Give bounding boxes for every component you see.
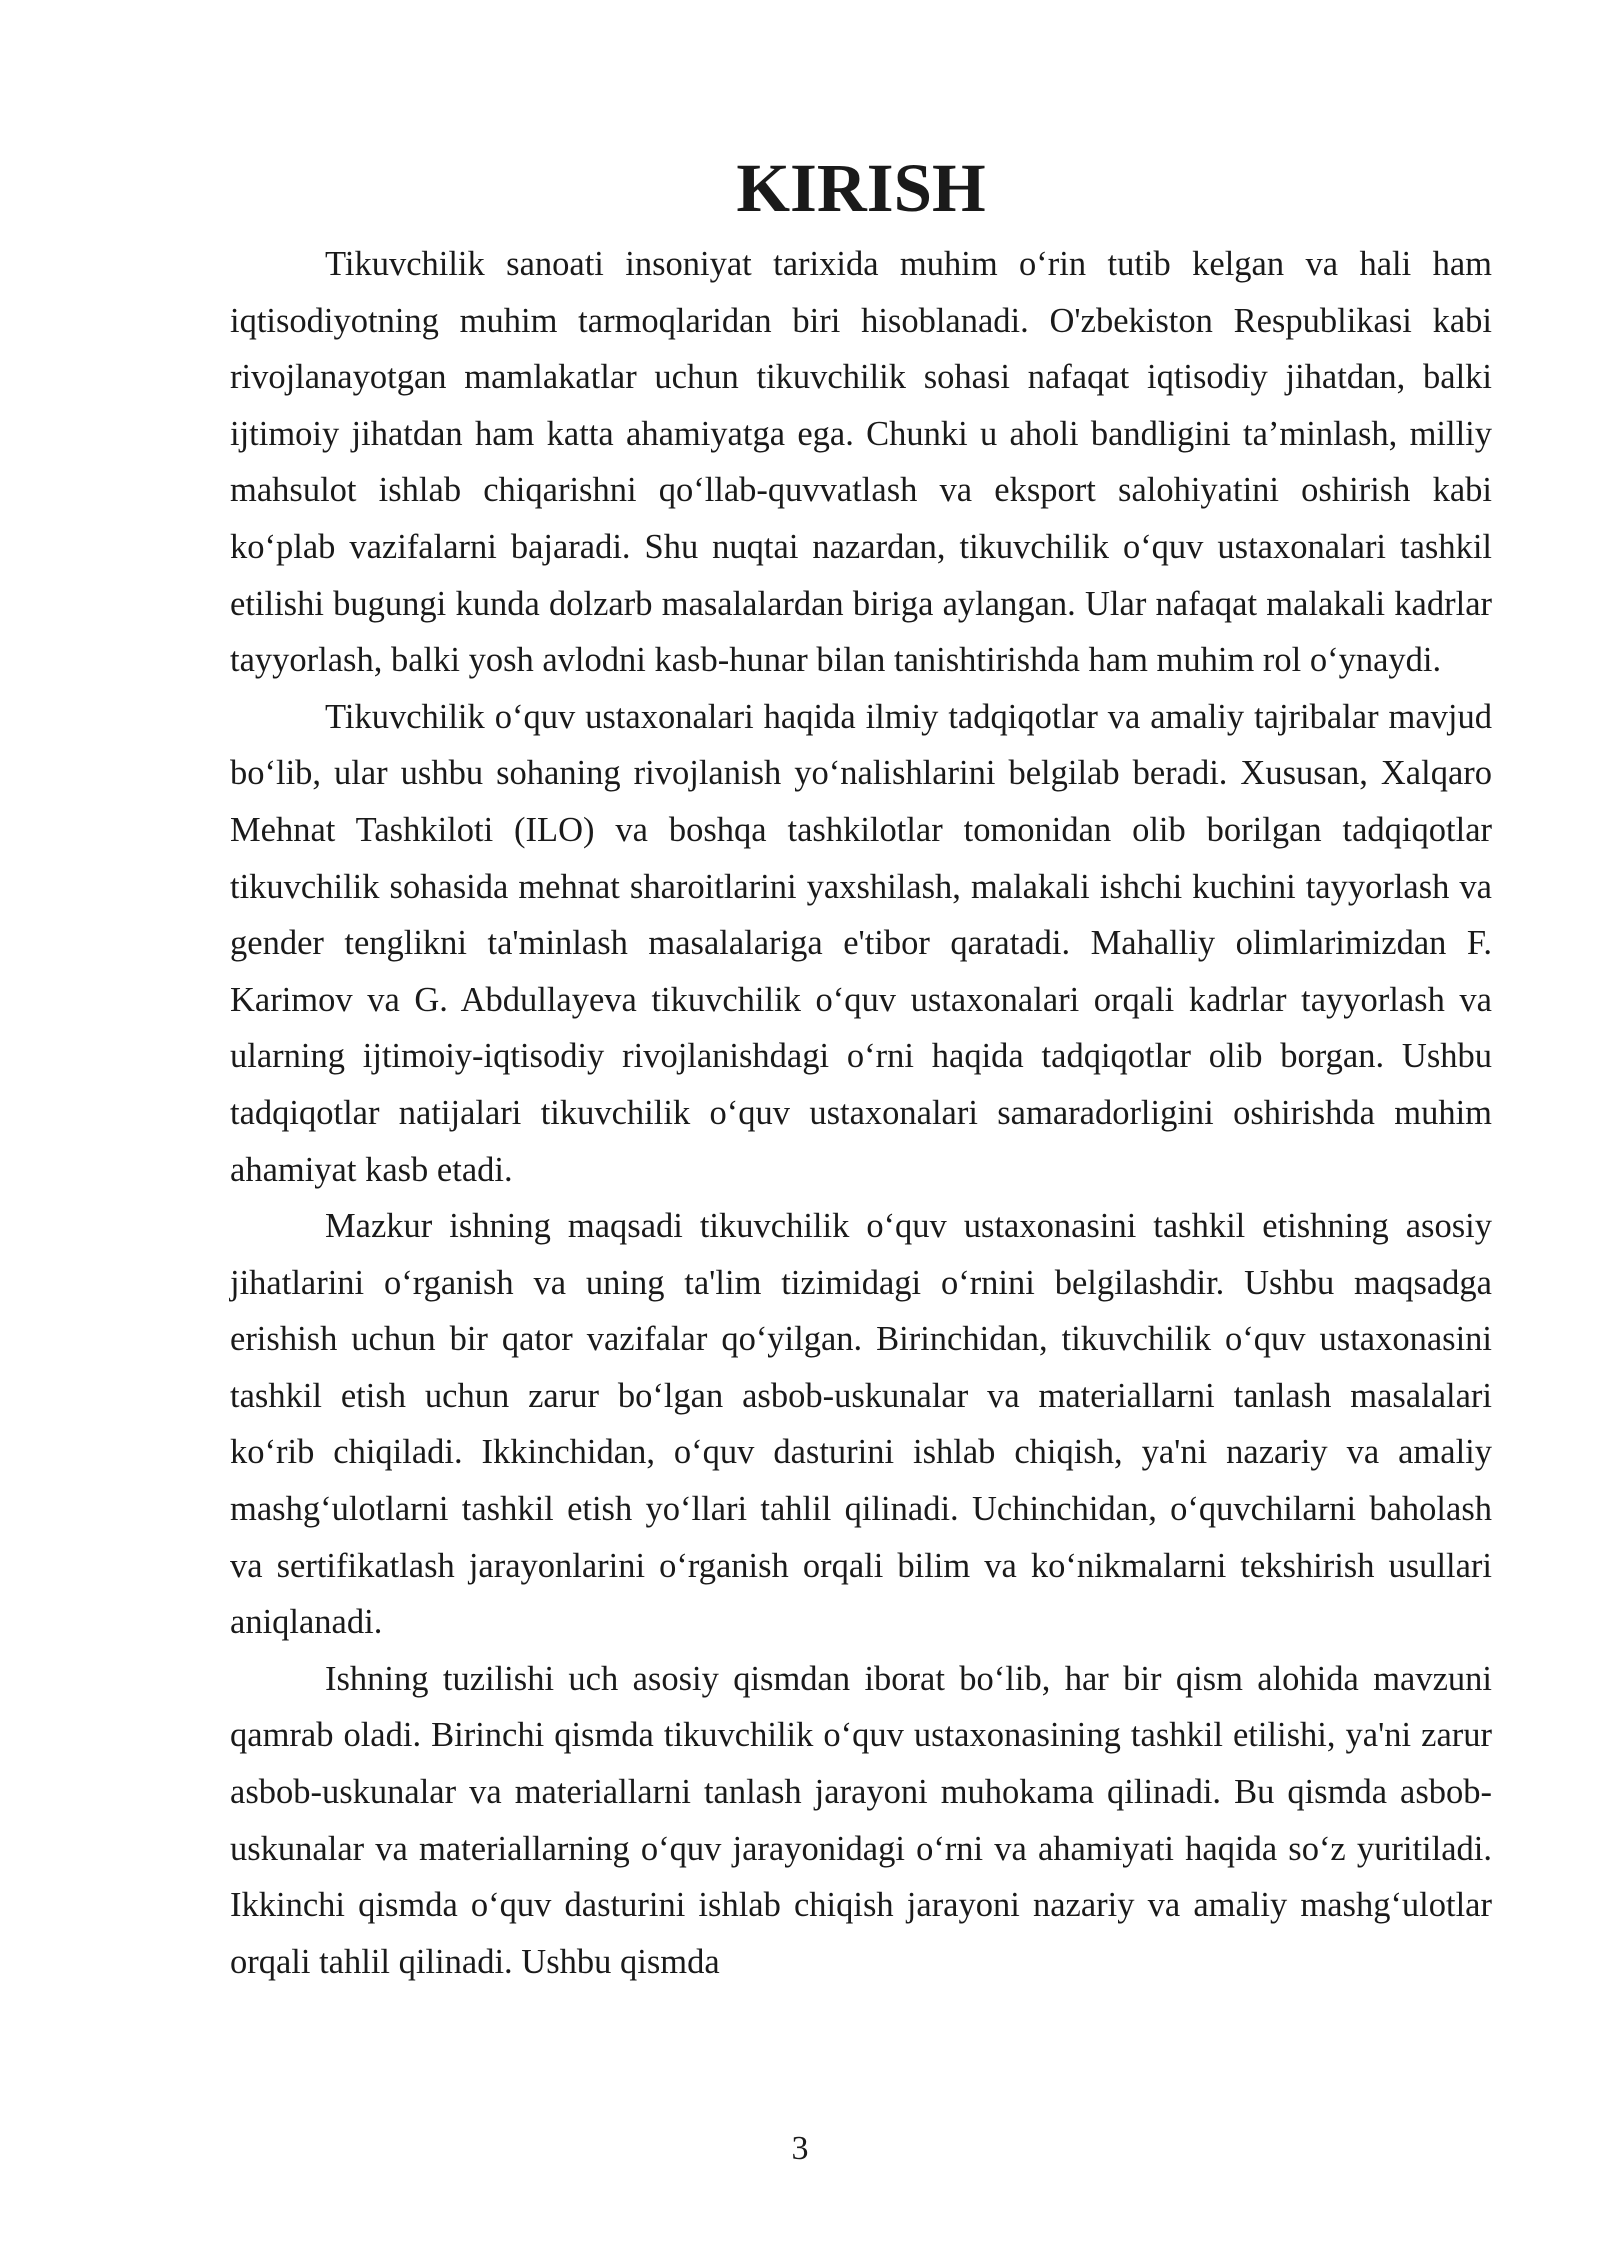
paragraph-research: Tikuvchilik o‘quv ustaxonalari haqida ilmiy tadqiqotlar va amaliy tajribalar mavjud bo‘lib, ular ushbu sohaning rivojlanish yo‘nalishlarini belgilab beradi. Xususan, Xalqaro Mehnat Tashkiloti (ILO) va boshqa tashkilotlar tomonidan olib borilgan tadqiqotlar tikuvchilik sohasida mehnat sharoitlarini yaxshilash, malakali ishchi kuchini tayyorlash va gender tenglikni ta'minlash masalalariga e'tibor qaratadi. Mahalliy olimlarimizdan F. Karimov va G. Abdullayeva tikuvchilik o‘quv ustaxonalari orqali kadrlar tayyorlash va ularning ijtimoiy-iqtisodiy rivojlanishdagi o‘rni haqida tadqiqotlar olib borgan. Ushbu tadqiqotlar natijalari tikuvchilik o‘quv ustaxonalari samaradorligini oshirishda muhim ahamiyat kasb etadi. xyxy=(230,697,1492,1189)
paragraph-goals: Mazkur ishning maqsadi tikuvchilik o‘quv ustaxonasini tashkil etishning asosiy jihatlarini o‘rganish va uning ta'lim tizimidagi o‘rnini belgilashdir. Ushbu maqsadga erishish uchun bir qator vazifalar qo‘yilgan. Birinchidan, tikuvchilik o‘quv ustaxonasini tashkil etish uchun zarur bo‘lgan asbob-uskunalar va materiallarni tanlash masalalari ko‘rib chiqiladi. Ikkinchidan, o‘quv dasturini ishlab chiqish, ya'ni nazariy va amaliy mashg‘ulotlarni tashkil etish yo‘llari tahlil qilinadi. Uchinchidan, o‘quvchilarni baholash va sertifikatlash jarayonlarini o‘rganish orqali bilim va ko‘nikmalarni tekshirish usullari aniqlanadi. xyxy=(230,1207,1492,1642)
page-number: 3 xyxy=(791,2130,809,2167)
section-title: KIRISH xyxy=(736,150,986,226)
page-content xyxy=(230,150,1492,1990)
paragraph-intro: Tikuvchilik sanoati insoniyat tarixida muhim o‘rin tutib kelgan va hali ham iqtisodiyotning muhim tarmoqlaridan biri hisoblanadi. O'zbekiston Respublikasi kabi rivojlanayotgan mamlakatlar uchun tikuvchilik sohasi nafaqat iqtisodiy jihatdan, balki ijtimoiy jihatdan ham katta ahamiyatga ega. Chunki u aholi bandligini ta’minlash, milliy mahsulot ishlab chiqarishni qo‘llab-quvvatlash va eksport salohiyatini oshirish kabi ko‘plab vazifalarni bajaradi. Shu nuqtai nazardan, tikuvchilik o‘quv ustaxonalari tashkil etilishi bugungi kunda dolzarb masalalardan biriga aylangan. Ular nafaqat malakali kadrlar tayyorlash, balki yosh avlodni kasb-hunar bilan tanishtirishda ham muhim rol o‘ynaydi. xyxy=(230,245,1492,680)
paragraph-structure: Ishning tuzilishi uch asosiy qismdan iborat bo‘lib, har bir qism alohida mavzuni qamrab oladi. Birinchi qismda tikuvchilik o‘quv ustaxonasining tashkil etilishi, ya'ni zarur asbob-uskunalar va materiallarni tanlash jarayoni muhokama qilinadi. Bu qismda asbob-uskunalar va materiallarning o‘quv jarayonidagi o‘rni va ahamiyati haqida so‘z yuritiladi. Ikkinchi qismda o‘quv dasturini ishlab chiqish jarayoni nazariy va amaliy mashg‘ulotlar orqali tahlil qilinadi. Ushbu qismda xyxy=(230,1659,1492,1981)
